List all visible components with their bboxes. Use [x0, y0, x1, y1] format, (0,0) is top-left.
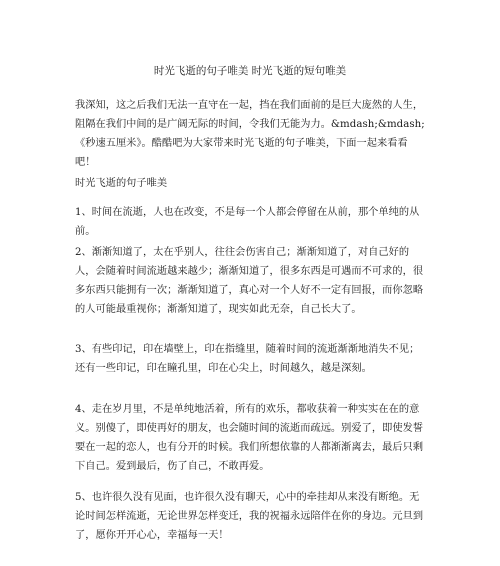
list-item: 3、有些印记，印在墙壁上，印在指缝里，随着时间的流逝渐渐地消失不见；还有一些印记，印在瞳孔里，印在心尖上，时间越久，越是深刻。 [75, 344, 420, 374]
list-item: 1、时间在流逝，人也在改变，不是每一个人都会停留在从前，那个单纯的从前。 [75, 207, 420, 237]
list-item: 4、走在岁月里，不是单纯地活着，所有的欢乐，都收获着一种实实在在的意义。别傻了，即使再好的朋友，也会随时间的流逝而疏远。别爱了，即使发誓要在一起的恋人，也有分开的时候。我们所想依靠的人都渐渐离去，最后只剩下自己。爱到最后，伤了自己，不敢再爱。 [75, 404, 424, 472]
list-item: 5、也许很久没有见面，也许很久没有聊天，心中的牵挂却从来没有断绝。无论时间怎样流逝，无论世界怎样变迁，我的祝福永远陪伴在你的身边。元旦到了，愿你开开心心，幸福每一天！ [75, 492, 424, 541]
list-item: 2、渐渐知道了，太在乎别人，往往会伤害自己；渐渐知道了，对自己好的人，会随着时间流逝越来越少；渐渐知道了，很多东西是可遇而不可求的，很多东西只能拥有一次；渐渐知道了，真心对一个人好不一定有回报，而你忽略的人可能最重视你；渐渐知道了，现实如此无奈，自己长大了。 [75, 247, 424, 315]
section-heading: 时光飞逝的句子唯美 [75, 178, 168, 189]
intro-paragraph: 我深知，这之后我们无法一直守在一起，挡在我们面前的是巨大庞然的人生，阻隔在我们中间的是广阔无际的时间，令我们无能为力。&mdash;&mdash;《秒速五厘米》。酷酷吧为大家带来时光飞逝的句子唯美，下面一起来看看吧！ [75, 100, 425, 168]
document-title: 时光飞逝的句子唯美 时光飞逝的短句唯美 [153, 65, 347, 77]
